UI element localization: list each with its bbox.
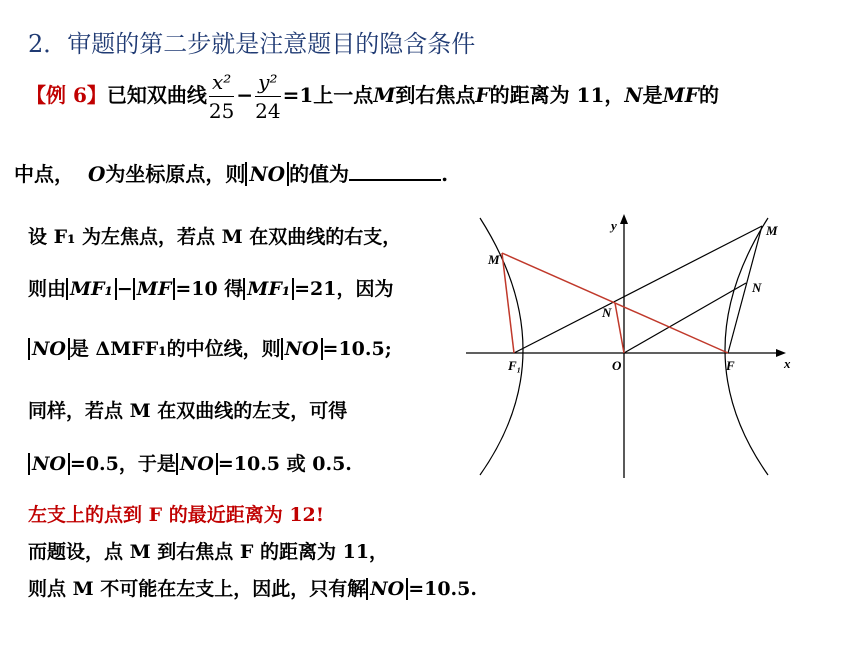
solution-line-5: NO =0.5，于是 NO =10.5 或 0.5. [28,449,352,476]
solution-line-2: 则由 MF₁ − MF =10 得 MF₁ =21，因为 [28,278,394,300]
hyperbola-right-branch [725,218,768,475]
fraction-y: $\frac{\text{y²}}{24}$ [255,70,281,123]
example-line-1: 【例 6】已知双曲线 $\frac{\text{x²}}{25}$ − $\frac{\text{y²}}{24}$ =1上一点M到右焦点F的距离为 11，N是MF的 [26,70,720,123]
solution-line-1: 设 F₁ 为左焦点，若点 M 在双曲线的右支， [28,226,402,248]
y-axis-arrow [620,214,628,224]
section-heading: 2．审题的第二步就是注意题目的隐含条件 [28,30,476,58]
label-x: x [784,356,791,371]
note-red: 左支上的点到 F 的最近距离为 12! [28,504,325,526]
label-N-right: N [752,280,762,295]
label-F1: F₁ [508,358,522,373]
label-O: O [612,358,622,373]
hyperbola-left-branch [480,218,523,475]
label-F: F [726,358,735,373]
solution-line-3: NO 是 ΔMFF₁的中位线，则 NO =10.5; [28,334,392,361]
label-N-mid: N [602,305,612,320]
hyperbola-figure [466,210,806,480]
note-line-1: 而题设，点 M 到右焦点 F 的距离为 11， [28,541,389,563]
label-y: y [611,218,617,233]
note-line-2: 则点 M 不可能在左支上，因此，只有解 NO =10.5. [28,578,477,600]
example-line-2: 中点， O为坐标原点，则 NO 的值为 . [14,162,449,186]
label-M-left: M [488,252,500,267]
solution-line-4: 同样，若点 M 在双曲线的左支，可得 [28,400,348,422]
label-M-right: M [766,223,778,238]
segment-F1M [514,226,762,353]
segment-MF1-red [502,253,514,353]
segment-NO-red [615,303,624,353]
fraction-x: $\frac{\text{x²}}{25}$ [208,70,235,123]
example-tag: 【例 6】 [26,83,107,107]
answer-blank [349,161,441,181]
